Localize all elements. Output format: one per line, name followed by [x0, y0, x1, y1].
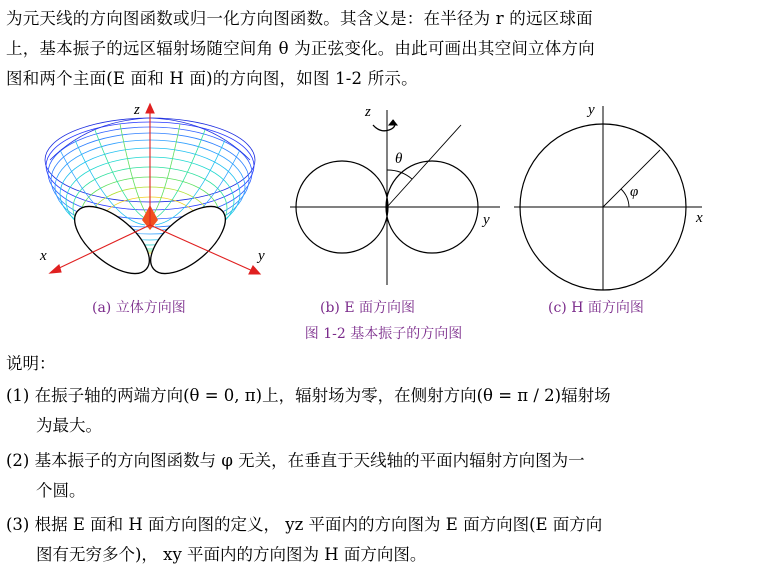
note-1-line-2: 为最大。: [36, 416, 102, 435]
axes-h-plane: [514, 106, 702, 290]
label-b-z: z: [365, 104, 371, 120]
figure-1-2: [0, 100, 767, 300]
label-a-z: z: [134, 102, 140, 118]
note-2-line-2: 个圆。: [36, 481, 86, 500]
note-2-line-1: (2) 基本振子的方向图函数与 φ 无关，在垂直于天线轴的平面内辐射方向图为一: [6, 451, 585, 470]
intro-paragraph: [6, 4, 758, 94]
note-3-line-1: (3) 根据 E 面和 H 面方向图的定义， yz 平面内的方向图为 E 面方向图(E 面方向: [6, 515, 603, 534]
figure-c-h-plane: [510, 100, 730, 295]
caption-c: (c) H 面方向图: [548, 300, 644, 316]
label-a-y: y: [258, 248, 265, 264]
caption-a: (a) 立体方向图: [92, 300, 186, 316]
notes-heading: 说明：: [6, 354, 56, 373]
label-c-y: y: [588, 102, 595, 118]
label-c-x: x: [696, 210, 703, 226]
label-b-y: y: [483, 212, 490, 228]
intro-line-2: 上，基本振子的远区辐射场随空间角 θ 为正弦变化。由此可画出其空间立体方向: [6, 39, 595, 58]
intro-line-1: 为元天线的方向图函数或归一化方向图函数。其含义是：在半径为 r 的远区球面: [6, 9, 593, 28]
label-a-x: x: [40, 248, 47, 264]
axes-e-plane: [290, 110, 500, 285]
figure-a-3d-pattern: [30, 100, 270, 295]
figure-b-e-plane: [285, 100, 515, 295]
note-1-line-1: (1) 在振子轴的两端方向(θ = 0, π)上，辐射场为零，在侧射方向(θ = π / 2)辐射场: [6, 386, 611, 405]
note-3-line-2: 图有无穷多个)， xy 平面内的方向图为 H 面方向图。: [36, 545, 427, 564]
label-c-phi: φ: [630, 184, 639, 200]
label-b-theta: θ: [395, 151, 403, 167]
intro-line-3: 图和两个主面(E 面和 H 面)的方向图，如图 1-2 所示。: [6, 69, 418, 88]
caption-b: (b) E 面方向图: [320, 300, 416, 316]
figure-title: 图 1-2 基本振子的方向图: [304, 326, 463, 342]
